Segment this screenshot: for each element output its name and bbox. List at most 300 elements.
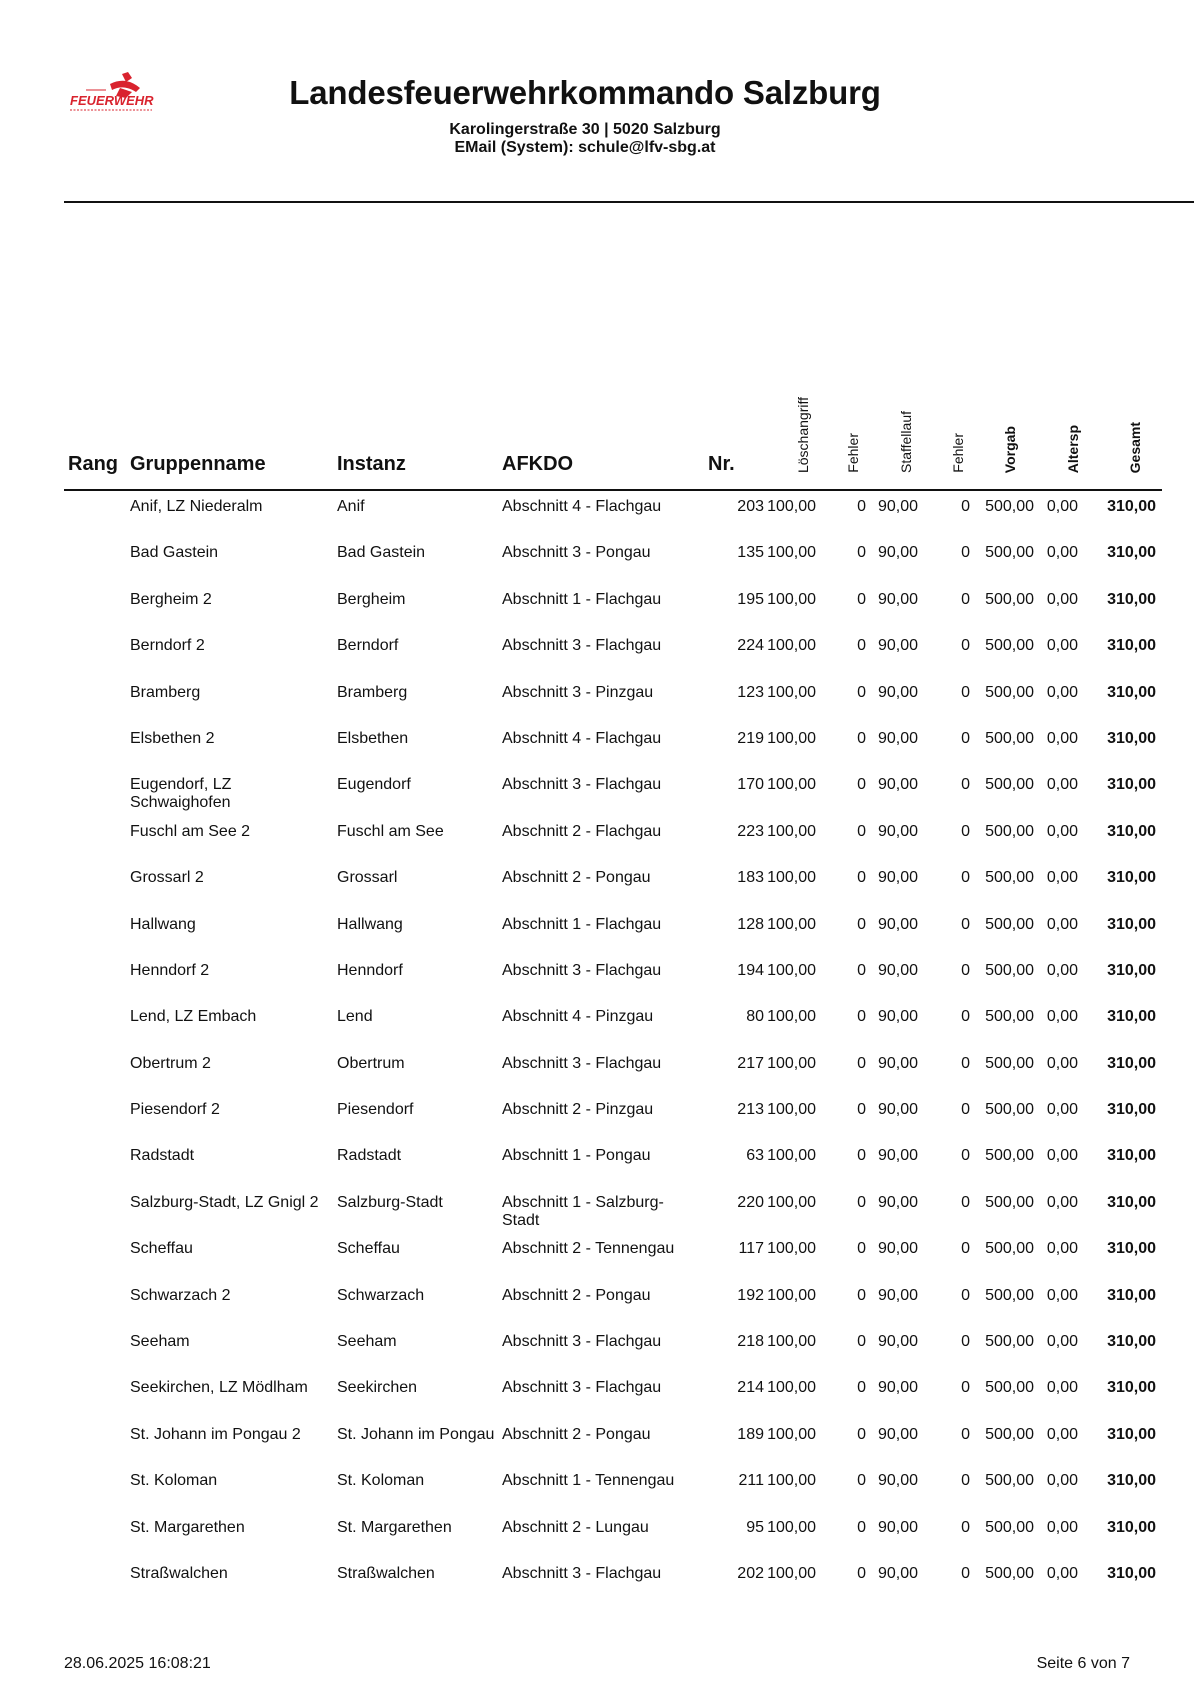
table-row (0, 1565, 1200, 1611)
afkdo-cell: Abschnitt 3 - Flachgau (502, 637, 662, 655)
vorgab-cell: 500,00 (985, 544, 1034, 562)
table-row (0, 1472, 1200, 1518)
nr-cell: 214 (737, 1379, 764, 1397)
afkdo-cell: Abschnitt 3 - Flachgau (502, 776, 662, 794)
vorgab-cell: 500,00 (985, 961, 1034, 979)
fehler-2-cell: 0 (961, 1147, 970, 1165)
fehler-2-cell: 0 (961, 1425, 970, 1443)
gesamt-cell: 310,00 (1107, 683, 1156, 701)
table-row (0, 823, 1200, 869)
group-name-cell: Eugendorf, LZ Schwaighofen (130, 776, 232, 812)
group-name-cell: Bergheim 2 (130, 590, 212, 608)
nr-cell: 194 (737, 961, 764, 979)
loeschangriff-cell: 100,00 (767, 1193, 816, 1211)
vorgab-cell: 500,00 (985, 869, 1034, 887)
table-row (0, 1055, 1200, 1101)
table-row (0, 637, 1200, 683)
loeschangriff-cell: 100,00 (767, 1425, 816, 1443)
altersp-cell: 0,00 (1046, 1286, 1078, 1304)
instanz-cell: St. Koloman (337, 1472, 425, 1490)
gesamt-cell: 310,00 (1107, 1147, 1156, 1165)
altersp-cell: 0,00 (1046, 1101, 1078, 1119)
nr-cell: 95 (746, 1518, 764, 1536)
afkdo-cell: Abschnitt 2 - Pongau (502, 869, 651, 887)
column-header-fehler-1: Fehler (845, 433, 861, 473)
gesamt-cell: 310,00 (1107, 590, 1156, 608)
vorgab-cell: 500,00 (985, 729, 1034, 747)
nr-cell: 170 (737, 776, 764, 794)
fehler-1-cell: 0 (857, 1425, 866, 1443)
staffellauf-cell: 90,00 (877, 1425, 918, 1443)
staffellauf-cell: 90,00 (877, 498, 918, 515)
vorgab-cell: 500,00 (985, 1379, 1034, 1397)
staffellauf-cell: 90,00 (877, 1193, 918, 1211)
fehler-1-cell: 0 (857, 1518, 866, 1536)
column-header-nr: Nr. (708, 453, 735, 475)
instanz-cell: Grossarl (337, 869, 398, 887)
table-row (0, 1333, 1200, 1379)
fehler-1-cell: 0 (857, 1147, 866, 1165)
afkdo-cell: Abschnitt 1 - Tennengau (502, 1472, 675, 1490)
table-row (0, 1147, 1200, 1193)
gesamt-cell: 310,00 (1107, 1008, 1156, 1026)
table-row (0, 776, 1200, 822)
altersp-cell: 0,00 (1046, 961, 1078, 979)
altersp-cell: 0,00 (1046, 1008, 1078, 1026)
staffellauf-cell: 90,00 (877, 1101, 918, 1119)
gesamt-cell: 310,00 (1107, 1518, 1156, 1536)
vorgab-cell: 500,00 (985, 637, 1034, 655)
instanz-cell: St. Margarethen (337, 1518, 452, 1536)
nr-cell: 223 (737, 822, 764, 840)
loeschangriff-cell: 100,00 (767, 637, 816, 655)
group-name-cell: Seeham (130, 1333, 190, 1351)
staffellauf-cell: 90,00 (877, 1286, 918, 1304)
instanz-cell: St. Johann im Pongau (337, 1425, 495, 1443)
nr-cell: 224 (737, 637, 764, 655)
afkdo-cell: Abschnitt 3 - Pinzgau (502, 683, 654, 701)
vorgab-cell: 500,00 (985, 822, 1034, 840)
staffellauf-cell: 90,00 (877, 1379, 918, 1397)
vorgab-cell: 500,00 (985, 1240, 1034, 1258)
staffellauf-cell: 90,00 (877, 544, 918, 562)
gesamt-cell: 310,00 (1107, 498, 1156, 515)
table-row (0, 869, 1200, 915)
gesamt-cell: 310,00 (1107, 1101, 1156, 1119)
fehler-2-cell: 0 (961, 1564, 970, 1582)
staffellauf-cell: 90,00 (877, 1147, 918, 1165)
table-row (0, 1426, 1200, 1472)
gesamt-cell: 310,00 (1107, 729, 1156, 747)
fehler-1-cell: 0 (857, 915, 866, 933)
gesamt-cell: 310,00 (1107, 1472, 1156, 1490)
altersp-cell: 0,00 (1046, 683, 1078, 701)
loeschangriff-cell: 100,00 (767, 683, 816, 701)
column-header-fehler-2: Fehler (950, 433, 966, 473)
fehler-2-cell: 0 (961, 1240, 970, 1258)
table-row (0, 1287, 1200, 1333)
column-header-staffellauf: Staffellauf (898, 410, 914, 473)
organization-title: Landesfeuerwehrkommando Salzburg (289, 74, 881, 111)
afkdo-cell: Abschnitt 3 - Pongau (502, 544, 651, 562)
fehler-1-cell: 0 (857, 1333, 866, 1351)
fehler-1-cell: 0 (857, 776, 866, 794)
column-header-vorgab: Vorgab (1002, 425, 1018, 473)
altersp-cell: 0,00 (1046, 822, 1078, 840)
staffellauf-cell: 90,00 (877, 1008, 918, 1026)
vorgab-cell: 500,00 (985, 1193, 1034, 1211)
nr-cell: 117 (738, 1240, 764, 1258)
print-timestamp: 28.06.2025 16:08:21 (64, 1655, 211, 1672)
vorgab-cell: 500,00 (985, 915, 1034, 933)
vorgab-cell: 500,00 (985, 1425, 1034, 1443)
gesamt-cell: 310,00 (1107, 1286, 1156, 1304)
staffellauf-cell: 90,00 (877, 1518, 918, 1536)
vorgab-cell: 500,00 (985, 1008, 1034, 1026)
vorgab-cell: 500,00 (985, 1286, 1034, 1304)
instanz-cell: Salzburg-Stadt (337, 1193, 443, 1211)
table-row (0, 591, 1200, 637)
vorgab-cell: 500,00 (985, 590, 1034, 608)
instanz-cell: Straßwalchen (337, 1564, 435, 1582)
firefighter-logo-icon (66, 70, 156, 114)
fehler-2-cell: 0 (961, 637, 970, 655)
group-name-cell: Scheffau (130, 1240, 193, 1258)
staffellauf-cell: 90,00 (877, 776, 918, 794)
fehler-1-cell: 0 (857, 1472, 866, 1490)
afkdo-cell: Abschnitt 3 - Flachgau (502, 1054, 662, 1072)
afkdo-cell: Abschnitt 2 - Pinzgau (502, 1101, 654, 1119)
gesamt-cell: 310,00 (1107, 1054, 1156, 1072)
vorgab-cell: 500,00 (985, 776, 1034, 794)
afkdo-cell: Abschnitt 3 - Flachgau (502, 961, 662, 979)
staffellauf-cell: 90,00 (877, 1564, 918, 1582)
nr-cell: 192 (737, 1286, 764, 1304)
afkdo-cell: Abschnitt 2 - Tennengau (502, 1240, 675, 1258)
fehler-1-cell: 0 (857, 1379, 866, 1397)
column-header-instanz: Instanz (337, 453, 406, 475)
fehler-1-cell: 0 (857, 544, 866, 562)
afkdo-cell: Abschnitt 3 - Flachgau (502, 1564, 662, 1582)
altersp-cell: 0,00 (1046, 869, 1078, 887)
table-row (0, 1101, 1200, 1147)
fehler-1-cell: 0 (857, 1240, 866, 1258)
nr-cell: 63 (746, 1147, 764, 1165)
fehler-1-cell: 0 (857, 498, 866, 515)
loeschangriff-cell: 100,00 (767, 590, 816, 608)
afkdo-cell: Abschnitt 3 - Flachgau (502, 1379, 662, 1397)
gesamt-cell: 310,00 (1107, 822, 1156, 840)
group-name-cell: Hallwang (130, 915, 196, 933)
instanz-cell: Bad Gastein (337, 544, 426, 562)
nr-cell: 135 (737, 544, 764, 562)
fehler-1-cell: 0 (857, 869, 866, 887)
gesamt-cell: 310,00 (1107, 915, 1156, 933)
group-name-cell: Straßwalchen (130, 1564, 228, 1582)
loeschangriff-cell: 100,00 (767, 1054, 816, 1072)
altersp-cell: 0,00 (1046, 1472, 1078, 1490)
group-name-cell: Salzburg-Stadt, LZ Gnigl 2 (130, 1193, 319, 1211)
afkdo-cell: Abschnitt 3 - Flachgau (502, 1333, 662, 1351)
loeschangriff-cell: 100,00 (767, 544, 816, 562)
instanz-cell: Radstadt (337, 1147, 402, 1165)
table-row (0, 1194, 1200, 1240)
vorgab-cell: 500,00 (985, 498, 1034, 515)
fehler-2-cell: 0 (961, 822, 970, 840)
staffellauf-cell: 90,00 (877, 683, 918, 701)
staffellauf-cell: 90,00 (877, 822, 918, 840)
afkdo-cell: Abschnitt 4 - Pinzgau (502, 1008, 654, 1026)
staffellauf-cell: 90,00 (877, 637, 918, 655)
altersp-cell: 0,00 (1046, 776, 1078, 794)
altersp-cell: 0,00 (1046, 1379, 1078, 1397)
loeschangriff-cell: 100,00 (767, 498, 816, 515)
fehler-1-cell: 0 (857, 1008, 866, 1026)
staffellauf-cell: 90,00 (877, 590, 918, 608)
nr-cell: 183 (737, 869, 764, 887)
gesamt-cell: 310,00 (1107, 869, 1156, 887)
fehler-1-cell: 0 (857, 637, 866, 655)
group-name-cell: Radstadt (130, 1147, 195, 1165)
column-header-afkdo: AFKDO (502, 453, 574, 475)
altersp-cell: 0,00 (1046, 1193, 1078, 1211)
table-row (0, 498, 1200, 544)
instanz-cell: Henndorf (337, 961, 403, 979)
afkdo-cell: Abschnitt 2 - Lungau (502, 1518, 649, 1536)
loeschangriff-cell: 100,00 (767, 822, 816, 840)
fehler-2-cell: 0 (961, 869, 970, 887)
altersp-cell: 0,00 (1046, 1147, 1078, 1165)
nr-cell: 213 (737, 1101, 764, 1119)
loeschangriff-cell: 100,00 (767, 915, 816, 933)
fehler-2-cell: 0 (961, 683, 970, 701)
fehler-2-cell: 0 (961, 1333, 970, 1351)
nr-cell: 189 (737, 1425, 764, 1443)
instanz-cell: Bergheim (337, 590, 406, 608)
gesamt-cell: 310,00 (1107, 544, 1156, 562)
instanz-cell: Fuschl am See (337, 822, 444, 840)
staffellauf-cell: 90,00 (877, 1472, 918, 1490)
fehler-1-cell: 0 (857, 1054, 866, 1072)
nr-cell: 211 (738, 1472, 764, 1490)
page-number: Seite 6 von 7 (1036, 1655, 1130, 1672)
fehler-1-cell: 0 (857, 683, 866, 701)
afkdo-cell: Abschnitt 1 - Pongau (502, 1147, 651, 1165)
loeschangriff-cell: 100,00 (767, 961, 816, 979)
fehler-1-cell: 0 (857, 1286, 866, 1304)
loeschangriff-cell: 100,00 (767, 776, 816, 794)
column-header-rang: Rang (68, 453, 118, 475)
gesamt-cell: 310,00 (1107, 1240, 1156, 1258)
gesamt-cell: 310,00 (1107, 1425, 1156, 1443)
results-table-body (0, 498, 1200, 1611)
table-row (0, 544, 1200, 590)
fehler-1-cell: 0 (857, 961, 866, 979)
afkdo-cell: Abschnitt 2 - Pongau (502, 1425, 651, 1443)
altersp-cell: 0,00 (1046, 1333, 1078, 1351)
group-name-cell: Lend, LZ Embach (130, 1008, 257, 1026)
staffellauf-cell: 90,00 (877, 961, 918, 979)
loeschangriff-cell: 100,00 (767, 869, 816, 887)
header-divider (64, 201, 1194, 203)
group-name-cell: Fuschl am See 2 (130, 822, 251, 840)
table-row (0, 1519, 1200, 1565)
group-name-cell: Anif, LZ Niederalm (130, 498, 263, 515)
table-row (0, 962, 1200, 1008)
instanz-cell: Seeham (337, 1333, 397, 1351)
instanz-cell: Anif (337, 498, 365, 515)
loeschangriff-cell: 100,00 (767, 1008, 816, 1026)
fehler-1-cell: 0 (857, 1193, 866, 1211)
altersp-cell: 0,00 (1046, 1054, 1078, 1072)
nr-cell: 195 (737, 590, 764, 608)
fehler-1-cell: 0 (857, 822, 866, 840)
instanz-cell: Obertrum (337, 1054, 405, 1072)
afkdo-cell: Abschnitt 4 - Flachgau (502, 729, 662, 747)
fehler-1-cell: 0 (857, 590, 866, 608)
loeschangriff-cell: 100,00 (767, 1286, 816, 1304)
afkdo-cell: Abschnitt 1 - Salzburg-Stadt (502, 1193, 664, 1229)
gesamt-cell: 310,00 (1107, 1564, 1156, 1582)
nr-cell: 202 (737, 1564, 764, 1582)
staffellauf-cell: 90,00 (877, 915, 918, 933)
staffellauf-cell: 90,00 (877, 1054, 918, 1072)
loeschangriff-cell: 100,00 (767, 1518, 816, 1536)
nr-cell: 220 (737, 1193, 764, 1211)
vorgab-cell: 500,00 (985, 1054, 1034, 1072)
fehler-2-cell: 0 (961, 590, 970, 608)
vorgab-cell: 500,00 (985, 683, 1034, 701)
instanz-cell: Bramberg (337, 683, 408, 701)
instanz-cell: Scheffau (337, 1240, 400, 1258)
fehler-2-cell: 0 (961, 776, 970, 794)
fehler-2-cell: 0 (961, 1193, 970, 1211)
fehler-2-cell: 0 (961, 1379, 970, 1397)
nr-cell: 80 (746, 1008, 764, 1026)
loeschangriff-cell: 100,00 (767, 1101, 816, 1119)
table-row (0, 730, 1200, 776)
loeschangriff-cell: 100,00 (767, 729, 816, 747)
vorgab-cell: 500,00 (985, 1518, 1034, 1536)
fehler-2-cell: 0 (961, 915, 970, 933)
gesamt-cell: 310,00 (1107, 776, 1156, 794)
fehler-2-cell: 0 (961, 1286, 970, 1304)
gesamt-cell: 310,00 (1107, 637, 1156, 655)
staffellauf-cell: 90,00 (877, 869, 918, 887)
vorgab-cell: 500,00 (985, 1564, 1034, 1582)
group-name-cell: St. Johann im Pongau 2 (130, 1425, 301, 1443)
gesamt-cell: 310,00 (1107, 1333, 1156, 1351)
fehler-1-cell: 0 (857, 1101, 866, 1119)
table-row (0, 1379, 1200, 1425)
group-name-cell: Grossarl 2 (130, 869, 204, 887)
fehler-1-cell: 0 (857, 1564, 866, 1582)
fehler-1-cell: 0 (857, 729, 866, 747)
instanz-cell: Piesendorf (337, 1101, 414, 1119)
altersp-cell: 0,00 (1046, 1240, 1078, 1258)
altersp-cell: 0,00 (1046, 590, 1078, 608)
group-name-cell: St. Margarethen (130, 1518, 245, 1536)
altersp-cell: 0,00 (1046, 498, 1078, 515)
table-header-divider (64, 489, 1162, 491)
afkdo-cell: Abschnitt 2 - Flachgau (502, 822, 662, 840)
fehler-2-cell: 0 (961, 1008, 970, 1026)
staffellauf-cell: 90,00 (877, 1240, 918, 1258)
altersp-cell: 0,00 (1046, 637, 1078, 655)
afkdo-cell: Abschnitt 1 - Flachgau (502, 915, 662, 933)
fehler-2-cell: 0 (961, 729, 970, 747)
group-name-cell: Obertrum 2 (130, 1054, 211, 1072)
table-row (0, 684, 1200, 730)
column-header-gesamt: Gesamt (1127, 421, 1143, 473)
instanz-cell: Eugendorf (337, 776, 411, 794)
logo-text: FEUERWEHR (70, 93, 154, 108)
table-row (0, 1240, 1200, 1286)
gesamt-cell: 310,00 (1107, 1193, 1156, 1211)
organization-address: Karolingerstraße 30 | 5020 Salzburg (449, 121, 721, 138)
vorgab-cell: 500,00 (985, 1333, 1034, 1351)
afkdo-cell: Abschnitt 1 - Flachgau (502, 590, 662, 608)
nr-cell: 128 (737, 915, 764, 933)
fehler-2-cell: 0 (961, 498, 970, 515)
fehler-2-cell: 0 (961, 961, 970, 979)
loeschangriff-cell: 100,00 (767, 1472, 816, 1490)
organization-email: EMail (System): schule@lfv-sbg.at (454, 139, 716, 156)
altersp-cell: 0,00 (1046, 1564, 1078, 1582)
altersp-cell: 0,00 (1046, 915, 1078, 933)
fehler-2-cell: 0 (961, 1054, 970, 1072)
loeschangriff-cell: 100,00 (767, 1333, 816, 1351)
gesamt-cell: 310,00 (1107, 1379, 1156, 1397)
fehler-2-cell: 0 (961, 1518, 970, 1536)
vorgab-cell: 500,00 (985, 1147, 1034, 1165)
table-row (0, 916, 1200, 962)
group-name-cell: Seekirchen, LZ Mödlham (130, 1379, 308, 1397)
loeschangriff-cell: 100,00 (767, 1379, 816, 1397)
afkdo-cell: Abschnitt 2 - Pongau (502, 1286, 651, 1304)
group-name-cell: Henndorf 2 (130, 961, 210, 979)
instanz-cell: Schwarzach (337, 1286, 425, 1304)
instanz-cell: Berndorf (337, 637, 399, 655)
group-name-cell: Schwarzach 2 (130, 1286, 231, 1304)
altersp-cell: 0,00 (1046, 1518, 1078, 1536)
loeschangriff-cell: 100,00 (767, 1147, 816, 1165)
staffellauf-cell: 90,00 (877, 729, 918, 747)
vorgab-cell: 500,00 (985, 1101, 1034, 1119)
instanz-cell: Elsbethen (337, 729, 409, 747)
loeschangriff-cell: 100,00 (767, 1240, 816, 1258)
table-row (0, 1008, 1200, 1054)
nr-cell: 203 (737, 498, 764, 515)
instanz-cell: Hallwang (337, 915, 403, 933)
column-header-gruppenname: Gruppenname (130, 453, 266, 475)
nr-cell: 218 (737, 1333, 764, 1351)
instanz-cell: Lend (337, 1008, 373, 1026)
altersp-cell: 0,00 (1046, 1425, 1078, 1443)
column-header-altersp: Altersp (1065, 424, 1081, 473)
column-header-loeschangriff: Löschangriff (795, 396, 811, 473)
group-name-cell: Bramberg (130, 683, 201, 701)
altersp-cell: 0,00 (1046, 729, 1078, 747)
afkdo-cell: Abschnitt 4 - Flachgau (502, 498, 662, 515)
gesamt-cell: 310,00 (1107, 961, 1156, 979)
group-name-cell: St. Koloman (130, 1472, 218, 1490)
group-name-cell: Berndorf 2 (130, 637, 205, 655)
altersp-cell: 0,00 (1046, 544, 1078, 562)
staffellauf-cell: 90,00 (877, 1333, 918, 1351)
fehler-2-cell: 0 (961, 544, 970, 562)
instanz-cell: Seekirchen (337, 1379, 418, 1397)
